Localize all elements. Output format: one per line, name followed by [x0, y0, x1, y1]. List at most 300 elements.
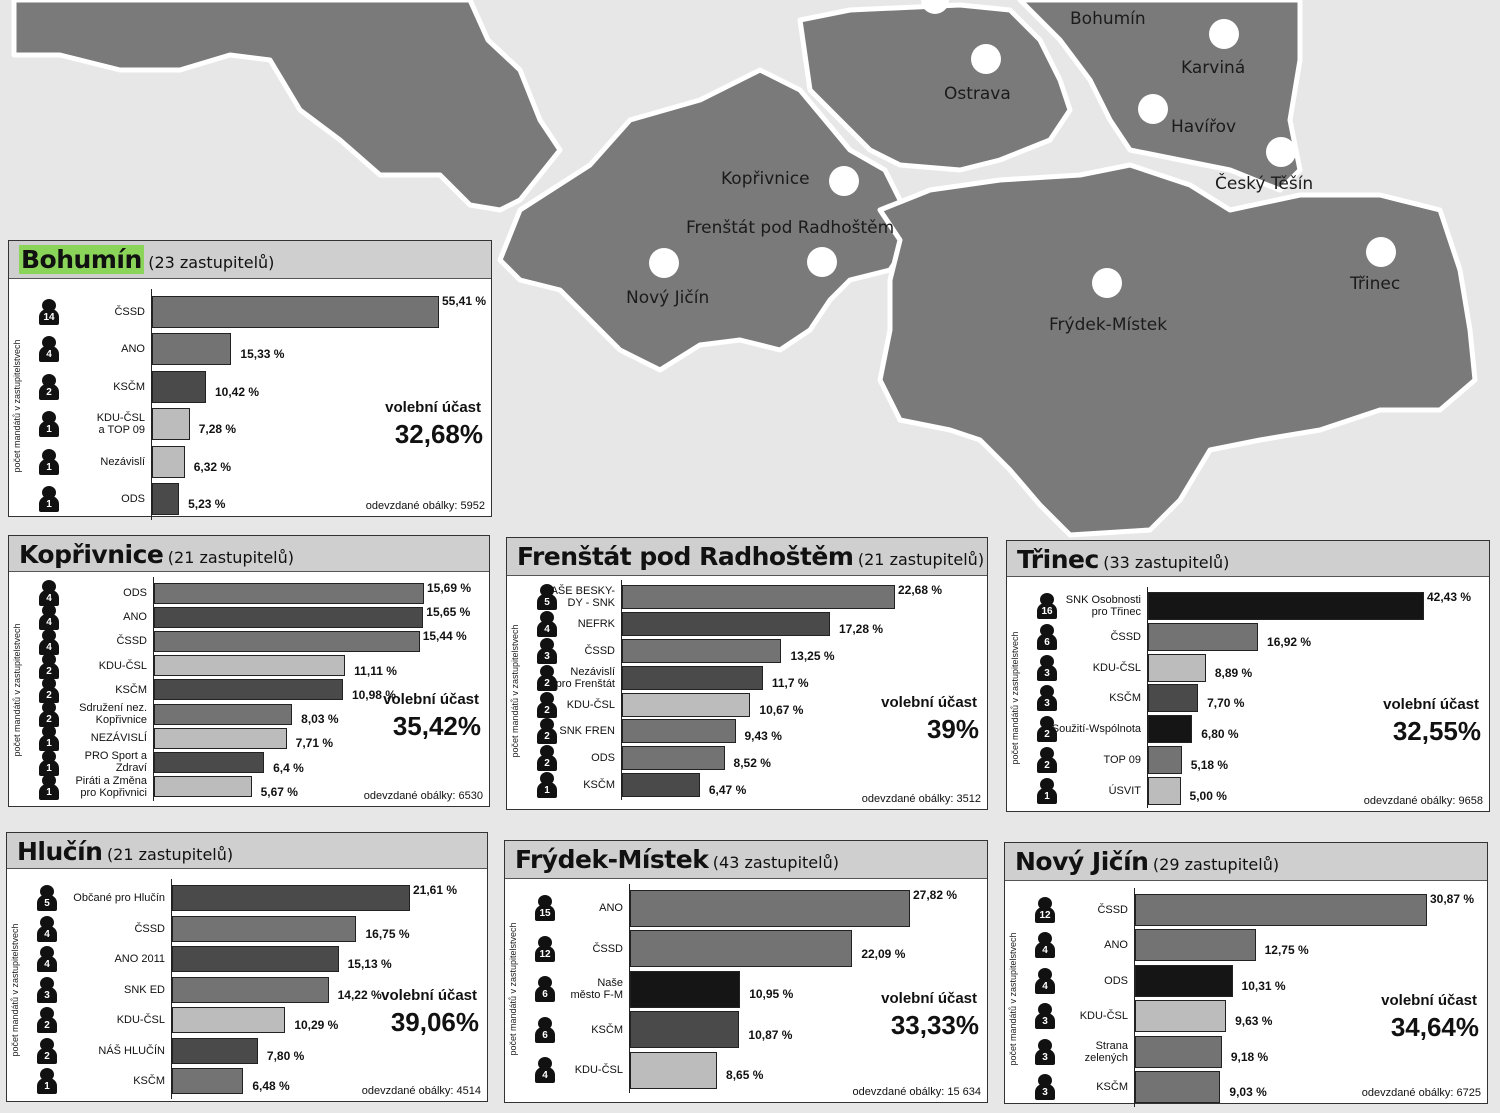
party-label-text: ODS [121, 493, 145, 506]
seat-count-icon [39, 725, 59, 751]
bar [172, 916, 356, 942]
seat-count: 3 [44, 989, 50, 1001]
seats-axis-label [1006, 892, 1020, 1105]
chart-panel-frenstat [506, 537, 988, 810]
turnout-label: volební účast [385, 399, 481, 417]
city-label-frenstat: Frenštát pod Radhoštěm [686, 218, 895, 238]
seats-axis-label [508, 584, 522, 798]
bar [630, 1011, 739, 1048]
party-label-text: ANO [121, 343, 145, 356]
bar-value-label: 12,75 % [1264, 943, 1309, 958]
bar-value-label: 10,31 % [1241, 978, 1286, 993]
envelopes [1364, 795, 1483, 807]
bar [622, 693, 750, 717]
seat-count-icon [39, 299, 59, 325]
chart-header [7, 833, 487, 869]
bar-value-label: 10,29 % [294, 1018, 339, 1033]
party-label [529, 745, 615, 772]
seat-count: 1 [46, 424, 52, 436]
seat-count: 12 [539, 948, 551, 960]
bar [1135, 929, 1256, 961]
bar [630, 890, 910, 927]
chart-title: Nový Jičín [1015, 847, 1149, 876]
bar [630, 1052, 717, 1089]
bar [154, 607, 423, 628]
party-label-text: Strana zelených [1084, 1039, 1128, 1064]
party-label [1051, 775, 1141, 806]
seats-axis-label [1008, 591, 1022, 806]
seat-count-icon [39, 580, 59, 606]
turnout-value: 39% [926, 713, 979, 744]
seat-count: 2 [46, 386, 52, 398]
seat-count: 6 [542, 1029, 548, 1041]
bar-value-label: 5,00 % [1189, 788, 1227, 803]
chart-title: Frenštát pod Radhoštěm [517, 542, 854, 571]
party-label [529, 584, 615, 611]
chart-panel-bohumin [8, 240, 492, 517]
seat-count: 1 [1044, 790, 1050, 802]
bar-value-label: 13,25 % [790, 649, 835, 663]
bar-value-label: 9,43 % [744, 729, 782, 744]
seat-count-icon [39, 701, 59, 727]
party-label [539, 969, 623, 1010]
bar-value-label: 5,23 % [188, 497, 226, 512]
bar-value-label: 10,95 % [749, 987, 794, 1002]
bar [172, 1007, 285, 1033]
party-label [1034, 1070, 1128, 1106]
seat-count: 3 [1042, 1051, 1048, 1063]
seat-count: 2 [1044, 759, 1050, 771]
party-label-text: ODS [1104, 974, 1128, 987]
seat-count: 2 [1044, 729, 1050, 741]
city-label-bohumin: Bohumín [1070, 9, 1146, 29]
seat-count: 1 [46, 738, 52, 750]
bar [1135, 965, 1233, 997]
bar-value-label: 15,44 % [422, 629, 467, 643]
bar [154, 776, 252, 797]
envelopes-label: odevzdané obálky: [363, 790, 456, 802]
envelopes [853, 1086, 981, 1098]
chart-panel-koprivnice [8, 535, 490, 807]
turnout-value: 32,68% [394, 419, 483, 450]
seat-count: 2 [44, 1050, 50, 1062]
party-label-text: PRO Sport a Zdraví [84, 750, 147, 775]
bar [1148, 654, 1206, 682]
seat-count: 5 [544, 597, 550, 609]
chart-panel-trinec [1006, 540, 1490, 812]
party-label [65, 1005, 165, 1036]
seat-count-icon [39, 336, 59, 362]
party-label-text: TOP 09 [1103, 753, 1141, 766]
party-label [529, 772, 615, 799]
seat-count: 2 [46, 689, 52, 701]
party-label [65, 975, 165, 1006]
bar [622, 746, 725, 770]
party-label [75, 443, 145, 481]
bar [154, 631, 420, 652]
party-label [539, 888, 623, 929]
envelopes-label: odevzdané obálky: [365, 500, 458, 512]
envelopes-label: odevzdané obálky: [852, 1086, 945, 1098]
city-label-havirov: Havířov [1171, 117, 1237, 137]
party-label [529, 691, 615, 718]
turnout-label: volební účast [1381, 991, 1477, 1009]
party-label-text: ÚSVIT [1108, 784, 1141, 797]
bar [154, 704, 292, 725]
turnout-value: 32,55% [1392, 716, 1481, 747]
chart-header [505, 841, 987, 879]
chart-subtitle: (23 zastupitelů) [148, 253, 275, 272]
envelopes-label: odevzdané obálky: [1363, 795, 1456, 807]
party-label [1051, 622, 1141, 653]
envelopes [862, 793, 981, 805]
seat-count: 6 [1044, 637, 1050, 649]
party-label [1034, 928, 1128, 964]
seat-count: 1 [46, 786, 52, 798]
party-label-text: Naše město F-M [570, 977, 623, 1002]
bar-value-label: 11,11 % [354, 663, 397, 678]
turnout-value: 34,64% [1390, 1011, 1479, 1042]
seat-count-icon [39, 750, 59, 776]
seats-axis-label [10, 293, 24, 518]
party-label [65, 944, 165, 975]
turnout-value: 33,33% [890, 1010, 979, 1041]
bar-value-label: 22,68 % [898, 583, 943, 598]
bar-value-label: 7,28 % [198, 422, 237, 437]
bar [172, 885, 410, 911]
party-label [75, 726, 147, 750]
party-label-text: ČSSD [592, 942, 623, 955]
bar [152, 446, 185, 478]
bar [1135, 1071, 1220, 1103]
seat-count: 4 [44, 959, 50, 971]
seat-count-icon [37, 977, 57, 1003]
party-label [1034, 963, 1128, 999]
bar [154, 728, 287, 749]
chart-header [9, 241, 491, 279]
seats-axis-label [8, 883, 22, 1097]
envelopes-value: 6530 [458, 790, 483, 802]
envelopes-value: 4514 [456, 1085, 481, 1097]
bar-value-label: 15,69 % [427, 580, 472, 595]
seats-axis-label [10, 581, 24, 799]
bar [152, 333, 231, 365]
seat-count: 1 [46, 499, 52, 511]
chart-subtitle: (21 zastupitelů) [857, 550, 985, 569]
party-label [75, 605, 147, 629]
party-label-text: Piráti a Změna pro Kopřivnici [75, 774, 147, 799]
bar [152, 408, 190, 440]
bar-value-label: 6,32 % [193, 459, 232, 474]
party-label-text: SNK FREN [559, 725, 615, 738]
party-label [1051, 652, 1141, 683]
seat-count-icon [37, 1068, 57, 1094]
party-label-text: ČSSD [114, 305, 145, 318]
seat-count: 4 [1042, 980, 1048, 992]
seats-axis-label-text: počet mandátů v zastupitelstvech [12, 338, 22, 473]
party-label-text: KDU-ČSL [1079, 1010, 1128, 1023]
party-label [75, 702, 147, 726]
city-label-trinec: Třinec [1350, 274, 1401, 294]
bar-value-label: 5,67 % [260, 784, 298, 799]
party-label-text: ANO [123, 611, 147, 624]
bar-value-label: 6,4 % [273, 760, 304, 775]
bar [622, 612, 830, 636]
party-label [529, 664, 615, 691]
party-label-text: KSČM [1109, 692, 1141, 705]
seat-count-icon [37, 1038, 57, 1064]
bar-value-label: 9,18 % [1230, 1049, 1269, 1064]
bar-value-label: 11,7 % [771, 675, 809, 690]
party-label-text: SNK Osobnosti pro Třinec [1065, 594, 1141, 619]
party-label [1034, 999, 1128, 1035]
bar [1135, 1000, 1226, 1032]
bar [172, 946, 339, 972]
party-label-text: KSČM [583, 778, 615, 791]
chart-header [9, 536, 489, 572]
city-label-frydek-mistek: Frýdek-Místek [1049, 315, 1168, 335]
bar [630, 971, 740, 1008]
seat-count: 4 [46, 349, 52, 361]
seat-count: 1 [44, 1081, 50, 1093]
seat-count: 4 [44, 928, 50, 940]
party-label [65, 883, 165, 914]
seats-axis-label-text: počet mandátů v zastupitelstvech [508, 922, 518, 1056]
seat-count: 2 [544, 758, 550, 770]
bar [154, 655, 345, 676]
bar [622, 719, 736, 743]
bar-value-label: 16,92 % [1267, 635, 1312, 650]
seat-count: 2 [44, 1020, 50, 1032]
party-label-text: KDU-ČSL [1092, 661, 1141, 674]
envelopes-label: odevzdané obálky: [361, 1085, 454, 1097]
party-label-text: ODS [123, 587, 147, 600]
seat-count-icon [37, 1007, 57, 1033]
seat-count: 2 [46, 665, 52, 677]
party-label-text: KDU-ČSL a TOP 09 [96, 412, 145, 437]
bar [622, 639, 781, 663]
party-label [1051, 714, 1141, 745]
bar [154, 583, 424, 604]
seat-count: 2 [544, 704, 550, 716]
party-label-text: KSČM [1096, 1081, 1128, 1094]
bar [172, 1068, 243, 1094]
seat-count-icon [39, 374, 59, 400]
envelopes-value: 15 634 [947, 1086, 981, 1098]
bar [152, 371, 206, 403]
bar [152, 483, 179, 515]
bar-value-label: 22,09 % [861, 946, 906, 961]
seat-count: 4 [544, 624, 550, 636]
seat-count-icon [39, 677, 59, 703]
party-label-text: SNK ED [124, 983, 165, 996]
bar-value-label: 15,13 % [347, 957, 392, 972]
seat-count: 3 [1042, 1016, 1048, 1028]
seat-count: 2 [544, 731, 550, 743]
seats-axis-label-text: počet mandátů v zastupitelstvech [10, 923, 20, 1057]
bar-value-label: 16,75 % [365, 926, 410, 941]
party-label-text: ČSSD [584, 644, 615, 657]
turnout-label: volební účast [881, 990, 977, 1008]
party-label-text: Sdružení nez. Kopřivnice [79, 702, 147, 727]
turnout-label: volební účast [881, 693, 977, 711]
chart-header [1007, 541, 1489, 577]
party-label [539, 929, 623, 970]
seat-count: 2 [544, 677, 550, 689]
party-label-text: KDU-ČSL [98, 659, 147, 672]
bar [154, 679, 343, 700]
seats-axis-label-text: počet mandátů v zastupitelstvech [1008, 931, 1018, 1066]
seat-count-icon [37, 885, 57, 911]
bar-value-label: 10,67 % [759, 702, 804, 717]
bar-value-label: 21,61 % [413, 883, 458, 898]
envelopes-value: 3512 [956, 793, 981, 805]
bar-value-label: 10,42 % [214, 384, 260, 399]
bar-value-label: 42,43 % [1427, 590, 1472, 605]
chart-panel-novyjicin [1004, 842, 1488, 1104]
bar-value-label: 15,65 % [426, 604, 471, 619]
bar-value-label: 55,41 % [442, 293, 487, 308]
bar-value-label: 6,48 % [252, 1079, 290, 1094]
chart-title: Kopřivnice [19, 540, 164, 569]
seat-count: 1 [46, 762, 52, 774]
turnout-label: volební účast [381, 986, 477, 1004]
seat-count: 4 [46, 641, 52, 653]
turnout-value: 35,42% [392, 711, 481, 742]
seat-count: 3 [1044, 698, 1050, 710]
seats-axis-label-text: počet mandátů v zastupitelstvech [1010, 631, 1020, 765]
party-label [65, 1036, 165, 1067]
party-label [75, 293, 145, 331]
city-label-cesky-tesin: Český Těšín [1215, 174, 1314, 194]
chart-title: Hlučín [17, 837, 103, 866]
bar-value-label: 8,03 % [301, 712, 339, 727]
seat-count: 1 [544, 785, 550, 796]
bar-value-label: 7,80 % [266, 1048, 305, 1063]
bar [154, 752, 264, 773]
chart-title: Třinec [1017, 545, 1099, 574]
party-label-text: NEFRK [577, 618, 615, 631]
chart-subtitle: (33 zastupitelů) [1103, 553, 1230, 572]
chart-subtitle: (29 zastupitelů) [1152, 855, 1280, 874]
bar [152, 296, 439, 328]
bar-value-label: 9,63 % [1235, 1014, 1273, 1029]
bar [1148, 746, 1182, 774]
party-label-text: KSČM [133, 1075, 165, 1088]
envelopes-value: 5952 [460, 500, 485, 512]
chart-title: Bohumín [21, 245, 142, 274]
map-region-west [14, 0, 560, 210]
bar-value-label: 6,47 % [708, 783, 747, 797]
party-label-text: ANO [1104, 939, 1128, 952]
party-label-text: KDU-ČSL [566, 698, 615, 711]
party-label [65, 1066, 165, 1097]
seat-count-icon [39, 604, 59, 630]
party-label-text: ČSSD [134, 922, 165, 935]
party-label [539, 1050, 623, 1091]
turnout-label: volební účast [383, 691, 479, 709]
seat-count: 3 [1042, 1087, 1048, 1099]
chart-header [507, 538, 987, 576]
party-label-text: ODS [591, 752, 615, 765]
bar-value-label: 10,98 % [351, 687, 396, 702]
chart-header [1005, 843, 1487, 881]
party-label [75, 406, 145, 444]
party-label [529, 638, 615, 665]
chart-panel-hlucin [6, 832, 488, 1102]
seat-count-icon [37, 946, 57, 972]
seat-count: 14 [43, 311, 55, 323]
party-label [539, 1010, 623, 1051]
seat-count-icon [39, 653, 59, 679]
party-label-text: Nezávislí [100, 455, 145, 468]
party-label [75, 629, 147, 653]
envelopes-label: odevzdané obálky: [861, 793, 954, 805]
seat-count: 16 [1041, 606, 1053, 618]
party-label [75, 331, 145, 369]
turnout-value: 39,06% [390, 1006, 479, 1037]
party-label-text: Občané pro Hlučín [73, 892, 165, 905]
seats-axis-label-text: počet mandátů v zastupitelstvech [12, 623, 22, 757]
envelopes [362, 1085, 481, 1097]
party-label [1051, 745, 1141, 776]
seat-count: 2 [46, 714, 52, 726]
bar [1135, 894, 1427, 926]
party-label [75, 654, 147, 678]
bar [1148, 623, 1258, 651]
bar [622, 773, 700, 797]
seat-count: 3 [1044, 667, 1050, 679]
chart-panel-frydek [504, 840, 988, 1103]
seat-count: 4 [1042, 945, 1048, 957]
party-label-text: KSČM [115, 683, 147, 696]
chart-title: Frýdek-Místek [515, 845, 709, 874]
bar [630, 930, 852, 967]
party-label-text: NEZÁVISLÍ [90, 732, 147, 745]
party-label [75, 581, 147, 605]
bar [1148, 684, 1198, 712]
envelopes-value: 9658 [1458, 795, 1483, 807]
bar [172, 977, 329, 1003]
party-label-text: ANO 2011 [114, 953, 165, 966]
seat-count-icon [39, 411, 59, 437]
party-label [75, 775, 147, 799]
seat-count: 4 [46, 593, 52, 605]
party-label [529, 718, 615, 745]
bar [622, 585, 895, 609]
party-label [1034, 1034, 1128, 1070]
envelopes [1362, 1087, 1481, 1099]
bar-value-label: 8,52 % [733, 756, 771, 771]
seat-count: 4 [542, 1070, 548, 1082]
seat-count-icon [39, 486, 59, 512]
bar-value-label: 27,82 % [913, 887, 958, 902]
city-label-karvina: Karviná [1181, 58, 1246, 78]
city-label-novy-jicin: Nový Jičín [626, 288, 710, 308]
turnout-label: volební účast [1383, 696, 1479, 714]
seat-count-icon [39, 774, 59, 800]
bar [1148, 777, 1181, 805]
seat-count-icon [39, 629, 59, 655]
bar-value-label: 5,18 % [1190, 757, 1229, 772]
envelopes [366, 500, 485, 512]
party-label-text: ČSSD [116, 635, 147, 648]
party-label [75, 481, 145, 519]
bar-value-label: 10,87 % [748, 1027, 793, 1042]
seat-count: 15 [539, 908, 551, 920]
seat-count: 1 [46, 461, 52, 473]
party-label [75, 750, 147, 774]
